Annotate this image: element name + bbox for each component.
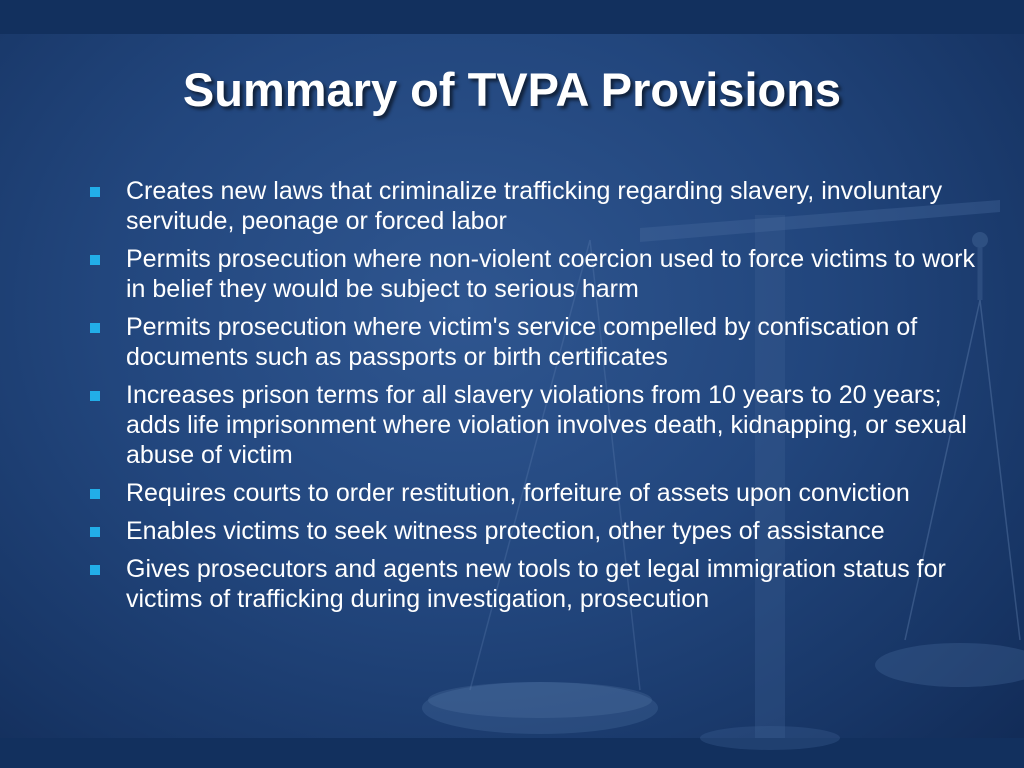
square-bullet-icon (90, 527, 100, 537)
bullet-list (85, 176, 985, 622)
bullet-text: Permits prosecution where victim's service compelled by confiscation of documents such as passports or birth certificates (126, 313, 918, 371)
bullet-item (85, 176, 985, 236)
square-bullet-icon (90, 489, 100, 499)
bullet-text: Gives prosecutors and agents new tools to get legal immigration status for victims of trafficking during investigation, prosecution (126, 555, 946, 613)
bullet-text: Creates new laws that criminalize trafficking regarding slavery, involuntary servitude, peonage or forced labor (126, 177, 943, 235)
bullet-text: Enables victims to seek witness protection, other types of assistance (126, 517, 885, 545)
bullet-text: Increases prison terms for all slavery violations from 10 years to 20 years; adds life imprisonment where violation involves death, kidnapping, or sexual abuse of victim (126, 381, 967, 469)
slide-title: Summary of TVPA Provisions (182, 63, 842, 116)
bullet-text: Requires courts to order restitution, forfeiture of assets upon conviction (126, 479, 910, 507)
bullet-item (85, 478, 985, 508)
square-bullet-icon (90, 565, 100, 575)
bullet-item (85, 244, 985, 304)
bullet-item (85, 312, 985, 372)
bullet-item (85, 554, 985, 614)
square-bullet-icon (90, 255, 100, 265)
bullet-text: Permits prosecution where non-violent coercion used to force victims to work in belief they would be subject to serious harm (126, 245, 975, 303)
bullet-item (85, 516, 985, 546)
square-bullet-icon (90, 391, 100, 401)
square-bullet-icon (90, 187, 100, 197)
bullet-item (85, 380, 985, 470)
square-bullet-icon (90, 323, 100, 333)
